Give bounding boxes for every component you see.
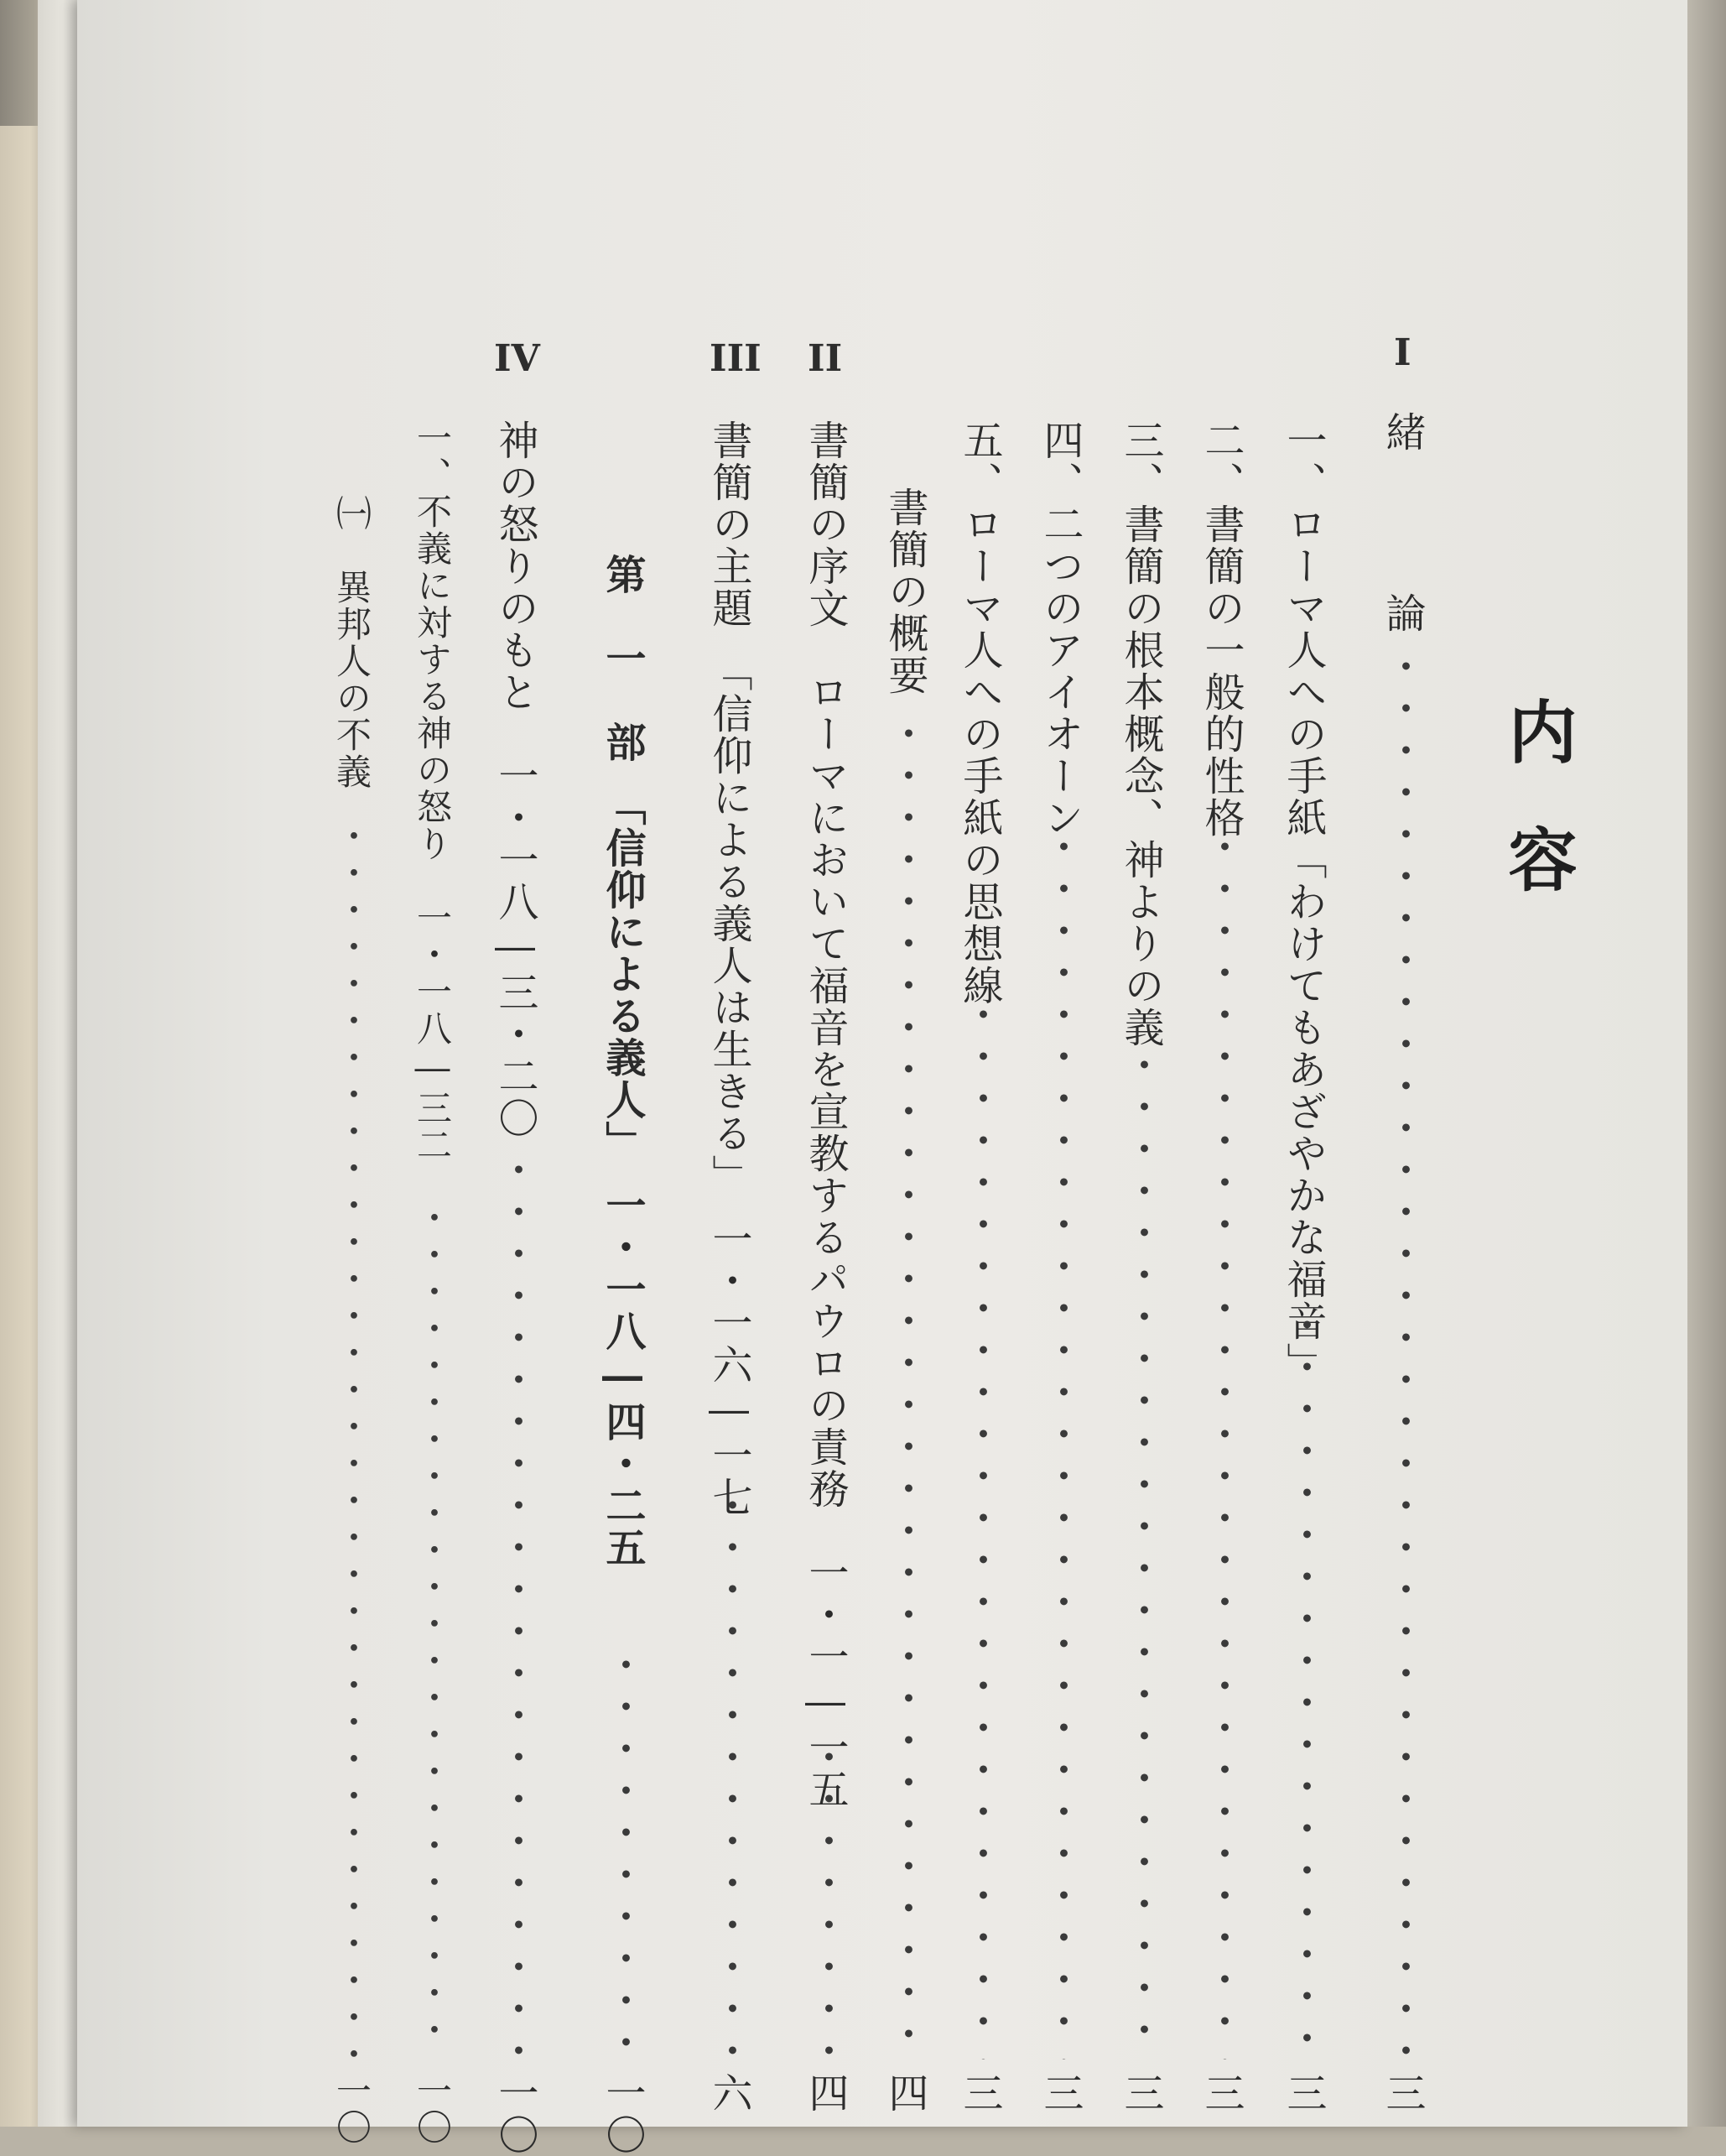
toc-leader-intro [1382, 646, 1422, 2055]
toc-page-1 [1280, 2072, 1327, 2114]
toc-page-4 [1037, 2072, 1084, 2114]
toc-entry-intro[interactable] [1379, 411, 1426, 683]
page-number: 一〇 [491, 2072, 538, 2156]
page-number: 四 [881, 2072, 928, 2114]
toc-entry-preface[interactable] [802, 419, 849, 1810]
toc-entry-label: 神の怒りのもと 一・一八―三・二〇 [491, 419, 538, 1139]
dot-leader [334, 818, 369, 2060]
toc-page-wrath-1a [331, 2072, 372, 2146]
toc-entry-label: 五、ローマ人への手紙の思想線 [956, 419, 1003, 1007]
dot-leader [1201, 826, 1241, 2060]
toc-page-part1 [599, 2072, 646, 2156]
toc-entry-label: 書簡の概要 [881, 487, 928, 696]
toc-page-intro [1379, 2072, 1426, 2114]
toc-leader-part1 [602, 1644, 642, 2060]
toc-entry-3[interactable] [1117, 419, 1164, 1049]
page-number: 六 [705, 2072, 752, 2114]
toc-entry-label: ㈠ 異邦人の不義 [331, 495, 372, 790]
toc-page-2 [1198, 2072, 1245, 2114]
chapter-numeral-iv: IV [494, 337, 540, 380]
toc-entry-label: 書簡の序文 ローマにおいて福音を宣教するパウロの責務 一・一―一五 [802, 419, 849, 1810]
toc-entry-label: 一、ローマ人への手紙「わけてもあざやかな福音」 [1280, 419, 1327, 1384]
page-number: 一〇 [599, 2072, 646, 2156]
dot-leader [1283, 1305, 1323, 2060]
toc-entry-label: 一、不義に対する神の怒り 一・一八―三二 [412, 419, 453, 1164]
page-number: 三 [1037, 2072, 1084, 2114]
dot-leader [1382, 646, 1422, 2055]
toc-leader-1 [1283, 1305, 1323, 2060]
toc-entry-4[interactable] [1037, 419, 1084, 839]
toc-page-5 [956, 2072, 1003, 2114]
page-number: 三 [1198, 2072, 1245, 2114]
chapter-numeral-iii: III [710, 337, 762, 380]
dot-leader [1120, 1044, 1161, 2060]
toc-entry-wrath-1a[interactable] [331, 495, 372, 790]
toc-leader-wrath-1a [334, 818, 369, 2060]
toc-entry-2[interactable] [1198, 419, 1245, 839]
toc-entry-label: 三、書簡の根本概念、神よりの義 [1117, 419, 1164, 1049]
toc-entry-wrath-1[interactable] [412, 419, 453, 1164]
toc-page-wrath-1 [412, 2072, 453, 2146]
toc-page-theme [705, 2072, 752, 2114]
page-number: 三 [1280, 2072, 1327, 2114]
toc-entry-1[interactable] [1280, 419, 1327, 1384]
page-number: 一〇 [331, 2072, 372, 2146]
toc-entry-label: 二、書簡の一般的性格 [1198, 419, 1245, 839]
page-title: 内容 [1497, 696, 1578, 951]
toc-page-3 [1117, 2072, 1164, 2114]
page-number: 三 [1379, 2072, 1426, 2114]
page-number: 三 [1117, 2072, 1164, 2114]
page-number: 四 [802, 2072, 849, 2114]
toc-entry-theme[interactable] [705, 419, 752, 1518]
toc-entry-label: 四、二つのアイオーン [1037, 419, 1084, 839]
toc-entry-label: 書簡の主題 「信仰による義人は生きる」 一・一六―一七 [705, 419, 752, 1518]
chapter-numeral-i: I [1394, 331, 1411, 374]
dot-leader [602, 1644, 642, 2060]
toc-entry-wrath[interactable] [491, 419, 538, 1139]
dot-leader [709, 1485, 749, 2060]
toc-page-preface [802, 2072, 849, 2114]
toc-entry-label: 第 一 部 「信仰による義人」 一・一八―四・二五 [599, 554, 646, 1569]
dot-leader [805, 1737, 845, 2060]
dot-leader [1040, 826, 1080, 2060]
toc-entry-5[interactable] [956, 419, 1003, 1007]
toc-leader-wrath [495, 1149, 535, 2060]
dot-leader [959, 994, 1000, 2060]
toc-leader-2 [1201, 826, 1241, 2060]
toc-leader-overview [885, 713, 925, 2060]
chapter-numeral-ii: II [808, 337, 843, 380]
toc-leader-preface [805, 1737, 845, 2060]
toc-entry-label: 緒 論 [1379, 411, 1426, 683]
toc-leader-3 [1120, 1044, 1161, 2060]
toc-entry-overview[interactable] [881, 487, 928, 696]
page-number: 一〇 [412, 2072, 453, 2146]
toc-leader-wrath-1 [414, 1200, 450, 2060]
dot-leader [495, 1149, 535, 2060]
toc-page-wrath [491, 2072, 538, 2156]
toc-part-one[interactable] [599, 554, 646, 1569]
toc-leader-theme [709, 1485, 749, 2060]
toc-leader-5 [959, 994, 1000, 2060]
toc-page-overview [881, 2072, 928, 2114]
dot-leader [885, 713, 925, 2060]
toc-page [77, 0, 1687, 2127]
page-number: 三 [956, 2072, 1003, 2114]
right-page-edge [1687, 0, 1726, 2127]
toc-leader-4 [1040, 826, 1080, 2060]
dot-leader [414, 1200, 450, 2060]
